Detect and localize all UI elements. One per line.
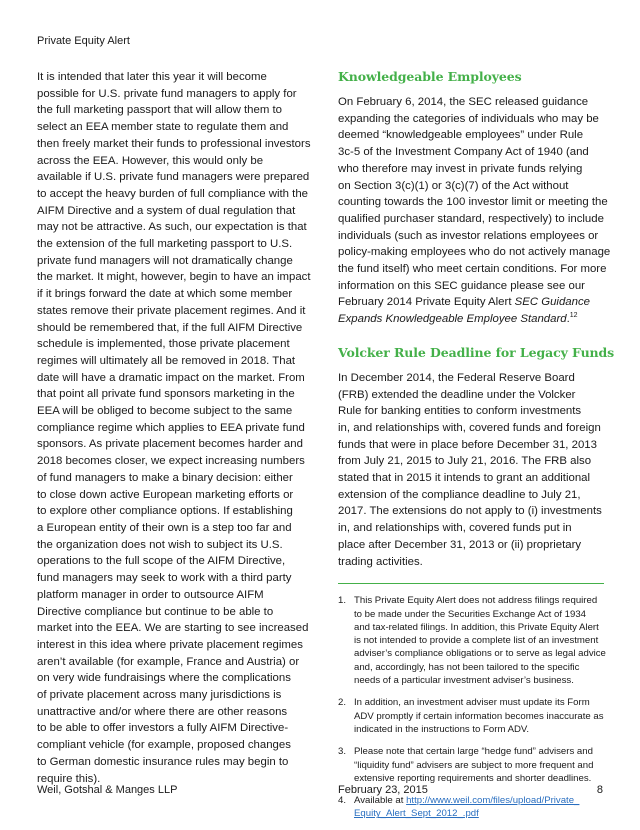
text-line: from July 21, 2015 to July 21, 2016. The FRB also [338,455,592,468]
text-line: if it brings forward the date at which some member [37,288,293,301]
text-line: AIFM Directive and a system of dual regulation that [37,204,296,217]
footnote-line: ADV promptly if certain information becomes inaccurate as [354,710,604,722]
text-line: the market. It might, however, begin to have an impact [37,271,311,284]
text-line: date will have a dramatic impact on the market. From [37,371,305,384]
text-line: 2018 becomes closer, we expect increasing numbers [37,455,305,468]
text-line: in, and relationships with, covered funds put in [338,522,572,535]
text-line: market into the EEA. We are starting to see increased [37,622,309,635]
text-line: operations to the full scope of the AIFM Directive, [37,555,286,568]
text-line: the extension of the full marketing passport to U.S. [37,238,293,251]
footnote-line: needs of a particular investment adviser’s business. [354,675,574,687]
text-line: policy-making employees who do not actively manage [338,246,611,259]
text-line: in, and relationships with, covered funds and foreign [338,421,601,434]
text-line: aren’t available (for example, France and Austria) or [37,655,300,668]
text-line: possible for U.S. private fund managers to apply for [37,87,297,100]
text-line: then freely market their funds to professional investors [37,137,311,150]
text-line: information on this SEC guidance please see our [338,279,585,292]
text-line: Directive compliance but continue to be able to [37,605,274,618]
text-line: the full marketing passport that will allow them to [37,104,283,117]
text-line: the organization does not wish to subject its U.S. [37,538,283,551]
page-number: 8 [596,784,603,796]
footnote-item [338,696,604,736]
footnote-number: 1. [338,595,347,607]
footnote-number: 2. [338,697,347,709]
text-line: qualified purchaser standard, respectively) to include [338,212,604,225]
article-title-part1: SEC Guidance [514,296,591,309]
left-column-paragraph [37,69,311,787]
text-line: 2017. The extensions do not apply to (i) investments [338,505,602,518]
footnote-text [354,696,604,736]
text-line: compliant vehicle (for example, proposed changes [37,739,291,752]
text-line: individuals (such as investor relations employees or [338,229,599,242]
footnote-text [354,594,606,687]
text-line: who therefore may invest in private funds relying [338,162,583,175]
text-line: may not be attractive. As such, our expectation is that [37,221,307,234]
text-line: It is intended that later this year it will become [37,71,267,83]
knowledgeable-last-line [338,294,604,311]
footnote-line: and tax-related filings. In addition, this Private Equity Alert [354,621,599,633]
footnote-line: In addition, an investment adviser must update its Form [354,697,590,709]
footnote-list [338,594,604,785]
text-line: funds that were in place before December 31, 2013 [338,438,597,451]
text-line: February 2014 Private Equity Alert [338,296,512,309]
text-line: available if U.S. private fund managers were prepared [37,171,310,184]
text-line: On February 6, 2014, the SEC released guidance [338,96,589,108]
footnote-line: to be made under the Securities Exchange Act of 1934 [354,608,587,620]
text-line: the fund itself) who meet certain conditions. For more [338,263,607,276]
right-column [338,69,615,830]
text-line: platform manager in order to outsource AIFM [37,588,264,601]
footnote-item [338,594,604,687]
text-line: that point all private fund sponsors marketing in the [37,388,295,401]
footnote-line: is not intended to provide a complete list of an investment [354,635,599,647]
footnote-link[interactable]: http://www.weil.com/files/upload/Private_ [406,795,580,807]
text-line: across the EEA. However, this would only be [37,154,264,167]
text-line: to accept the heavy burden of full compliance with the [37,187,309,200]
text-line: on very wide fundraisings where the complications [37,672,291,685]
footnote-line: extensive reporting requirements and shorter deadlines. [354,772,592,784]
footnote-number: 3. [338,746,347,758]
footnote-line [354,794,579,807]
text-line: sponsors. As private placement becomes harder and [37,438,303,451]
knowledgeable-employees-paragraph [338,94,611,328]
text-line: 3c-5 of the Investment Company Act of 1940 (and [338,146,589,159]
text-line: to explore other compliance options. If establishing [37,505,293,518]
text-line: compliance regime which applies to EEA private fund [37,421,305,434]
footer-date: February 23, 2015 [338,784,428,796]
knowledgeable-final-line [338,311,604,328]
text-line: expanding the categories of individuals who may be [338,112,599,125]
footnote-link-continued[interactable]: Equity_Alert_Sept_2012_.pdf [354,808,479,820]
footnote-prefix: Available at [354,795,407,807]
text-line: to German domestic insurance rules may begin to [37,755,289,768]
footnote-line [354,807,579,820]
footnote-line: Please note that certain large “hedge fund” advisers and [354,746,593,758]
text-line: unattractive and/or where there are other reasons [37,705,288,718]
footnote-divider [338,583,604,584]
footnote-text [354,745,593,785]
text-line: of private placement across many jurisdictions is [37,689,282,702]
text-line: require this). [37,772,101,785]
footnote-text [354,794,579,821]
text-line: select an EEA member state to regulate them and [37,121,289,134]
text-line: place after December 31, 2013 or (ii) proprietary [338,538,582,551]
text-line: counting towards the 100 investor limit or meeting the [338,196,608,209]
article-title-part2: Expands Knowledgeable Employee Standard [338,313,567,326]
text-line: deemed “knowledgeable employees” under Rule [338,129,584,142]
text-line: states remove their private placement regimes. And it [37,304,306,317]
text-line: to close down active European marketing efforts or [37,488,294,501]
text-line: on Section 3(c)(1) or 3(c)(7) of the Act without [338,179,569,192]
footnote-line: This Private Equity Alert does not address filings required [354,595,598,607]
footnote-line: “liquidity fund” advisers are subject to more frequent and [354,759,594,771]
footnote-line: adviser’s compliance obligations or to serve as legal advice [354,648,606,660]
text-line: interest in this idea where private placement regimes [37,638,303,651]
text-line: a European entity of their own is a step too far and [37,521,292,534]
text-line: EEA will be obliged to become subject to the same [37,405,293,418]
footnote-item [338,745,604,785]
text-line: trading activities. [338,555,423,568]
footer-firm: Weil, Gotshal & Manges LLP [37,784,178,796]
footnote-line: and, accordingly, has not been tailored to the specific [354,661,580,673]
text-line: of fund managers to make a binary decision: either [37,471,293,484]
footnote-item [338,794,604,821]
text-line: (FRB) extended the deadline under the Volcker [338,388,576,401]
text-line: Rule for banking entities to conform investments [338,405,582,418]
text-line: should be remembered that, if the full AIFM Directive [37,321,303,334]
period: . [566,313,570,326]
text-line: fund managers may seek to work with a third party [37,572,292,585]
text-line: In December 2014, the Federal Reserve Board [338,371,575,384]
text-line: extension of the compliance deadline to July 21, [338,488,581,501]
text-line: to be able to offer investors a fully AIFM Directive- [37,722,289,735]
text-line: stated that in 2015 it intends to grant an additional [338,472,591,485]
knowledgeable-employees-heading: Knowledgeable Employees [338,69,522,84]
text-line: regimes will ultimately all be removed in 2018. That [37,354,296,367]
footnote-ref[interactable]: 12 [569,312,578,320]
left-column [37,69,311,787]
volcker-rule-paragraph [338,370,604,570]
footnote-line: indicated in the instructions to Form ADV. [354,723,530,735]
volcker-rule-heading: Volcker Rule Deadline for Legacy Funds [338,344,615,360]
text-line: schedule is implemented, those private placement [37,338,290,351]
text-line: private fund managers will not dramatically change [37,254,293,267]
footnote-number: 4. [338,795,347,807]
running-header: Private Equity Alert [37,35,130,47]
